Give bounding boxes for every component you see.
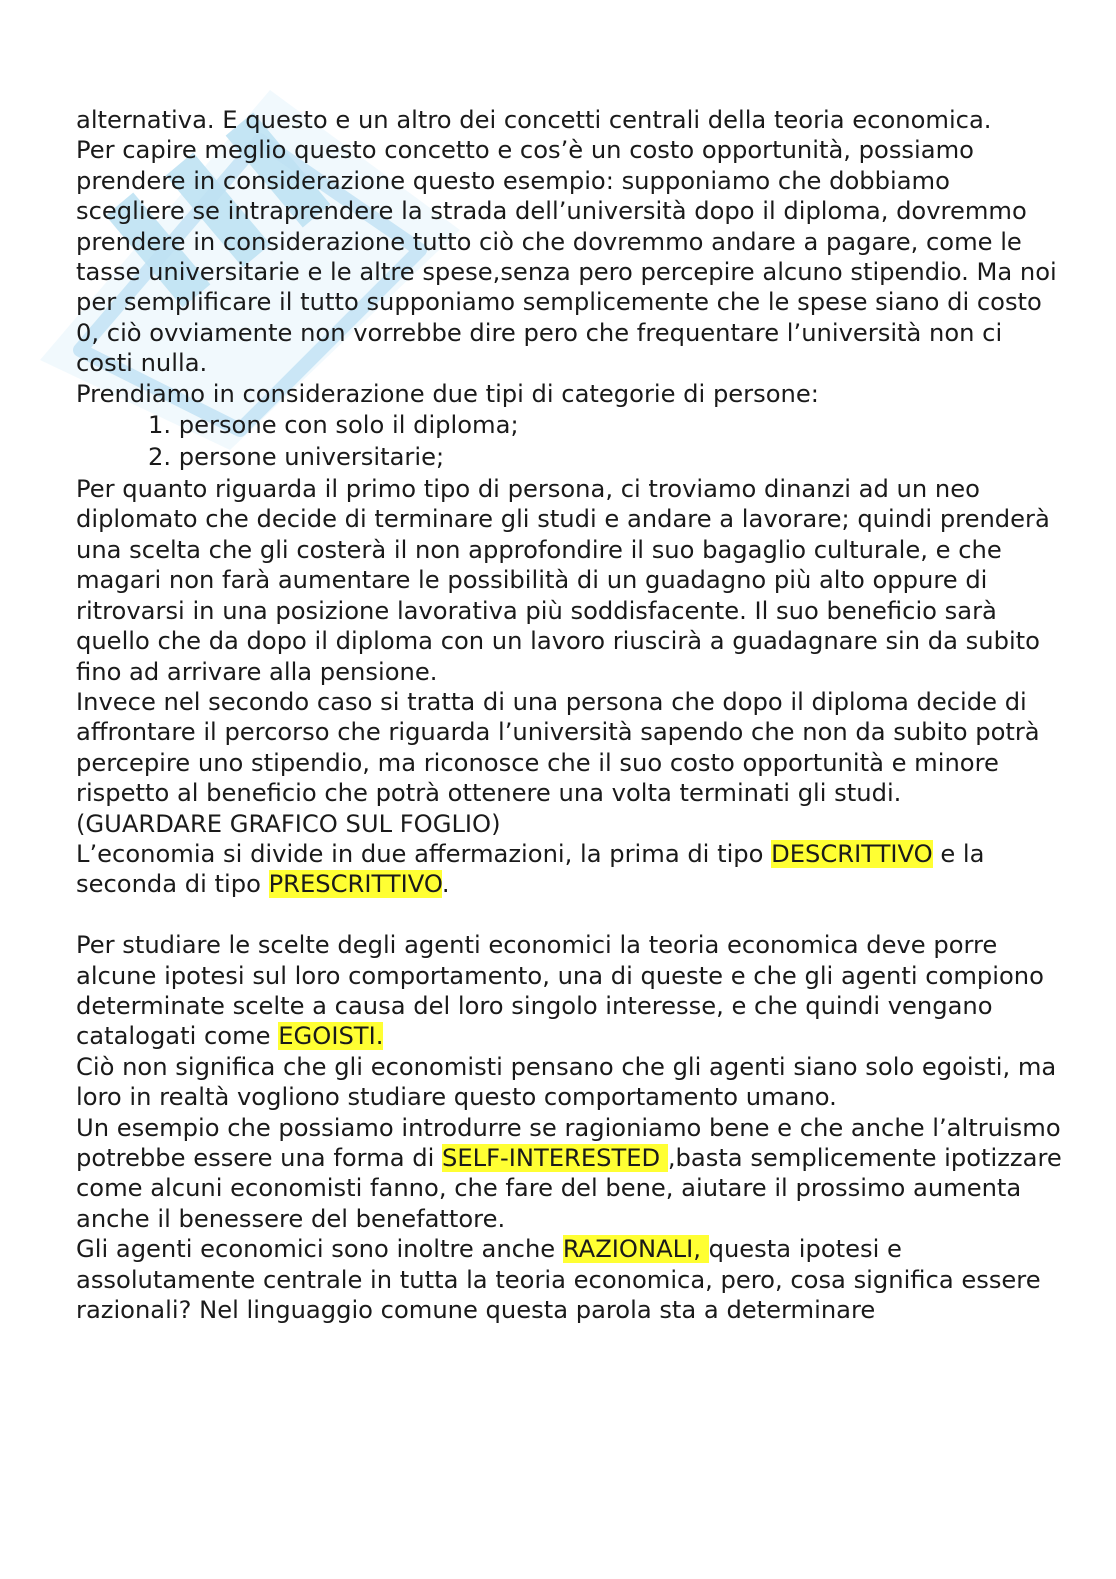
paragraph-5: Invece nel secondo caso si tratta di una persona che dopo il diploma decide di affrontare il percorso che riguarda l’università sapendo che non da subito potrà percepire uno stipendio, ma riconosce che il suo costo opportunità e minore rispetto al beneficio che potrà ottenere una volta terminati gli studi. xyxy=(76,687,1040,808)
highlight-egoisti: EGOISTI. xyxy=(278,1022,384,1051)
text-run: Un esempio che possiamo introdurre se ragioniamo bene e che anche l’altruismo potrebbe essere una forma di xyxy=(76,1113,1061,1172)
highlight-descrittivo: DESCRITTIVO xyxy=(771,839,933,868)
highlight-prescrittivo: PRESCRITTIVO xyxy=(268,870,442,899)
list-item-number: 1. xyxy=(148,411,172,440)
paragraph-10 xyxy=(76,1113,1066,1235)
text-run: Per studiare le scelte degli agenti economici la teoria economica deve porre alcune ipotesi sul loro comportamento, una di queste e che gli agenti compiono determinate scelte a causa del loro singolo interesse, e che quindi vengano catalogati come xyxy=(76,931,1044,1051)
paragraph-11 xyxy=(76,1234,1066,1325)
list-item-text: persone universitarie; xyxy=(178,442,445,471)
paragraph-1: alternativa. E questo e un altro dei concetti centrali della teoria economica. xyxy=(76,106,992,134)
paragraph-9: Ciò non significa che gli economisti pensano che gli agenti siano solo egoisti, ma loro in realtà vogliono studiare questo comportamento umano. xyxy=(76,1052,1057,1112)
list-item-text: persone con solo il diploma; xyxy=(178,411,519,440)
highlight-self-interested: SELF-INTERESTED xyxy=(442,1143,668,1172)
document-body xyxy=(76,105,1066,1325)
paragraph-6: (GUARDARE GRAFICO SUL FOGLIO) xyxy=(76,809,501,838)
paragraph-3: Prendiamo in considerazione due tipi di categorie di persone: xyxy=(76,379,819,408)
text-run: e la seconda di tipo xyxy=(76,839,985,899)
list-item xyxy=(148,442,1066,474)
paragraph-8 xyxy=(76,930,1066,1052)
paragraph-7 xyxy=(76,839,1066,900)
text-run: L’economia si divide in due affermazioni, la prima di tipo xyxy=(76,839,772,868)
text-run: . xyxy=(441,870,450,899)
list-item-number: 2. xyxy=(148,442,172,471)
list-item xyxy=(148,410,1066,442)
paragraph-2: Per capire meglio questo concetto e cos’è un costo opportunità, possiamo prendere in considerazione questo esempio: supponiamo che dobbiamo scegliere se intraprendere la strada dell’università dopo il diploma, dovremmo prendere in considerazione tutto ciò che dovremmo andare a pagare, come le tasse universitarie e le altre spese,senza pero percepire alcuno stipendio. Ma noi per semplificare il tutto supponiamo semplicemente che le spese siano di costo 0, ciò ovviamente non vorrebbe dire pero che frequentare l’università non ci costi nulla. xyxy=(76,136,1057,378)
paragraph-4: Per quanto riguarda il primo tipo di persona, ci troviamo dinanzi ad un neo diplomato che decide di terminare gli studi e andare a lavorare; quindi prenderà una scelta che gli costerà il non approfondire il suo bagaglio culturale, e che magari non farà aumentare le possibilità di un guadagno più alto oppure di ritrovarsi in una posizione lavorativa più soddisfacente. Il suo beneficio sarà quello che da dopo il diploma con un lavoro riuscirà a guadagnare sin da subito fino ad arrivare alla pensione. xyxy=(76,475,1050,686)
text-run: questa ipotesi e assolutamente centrale in tutta la teoria economica, pero, cosa significa essere razionali? Nel linguaggio comune questa parola sta a determinare xyxy=(76,1235,1041,1325)
text-run: ,basta semplicemente ipotizzare come alcuni economisti fanno, che fare del bene, aiutare il prossimo aumenta anche il benessere del benefattore. xyxy=(76,1143,1062,1233)
persona-list xyxy=(76,410,1066,473)
blank-line xyxy=(76,900,1066,930)
text-run: Gli agenti economici sono inoltre anche xyxy=(76,1235,563,1264)
highlight-razionali: RAZIONALI, xyxy=(562,1235,709,1264)
